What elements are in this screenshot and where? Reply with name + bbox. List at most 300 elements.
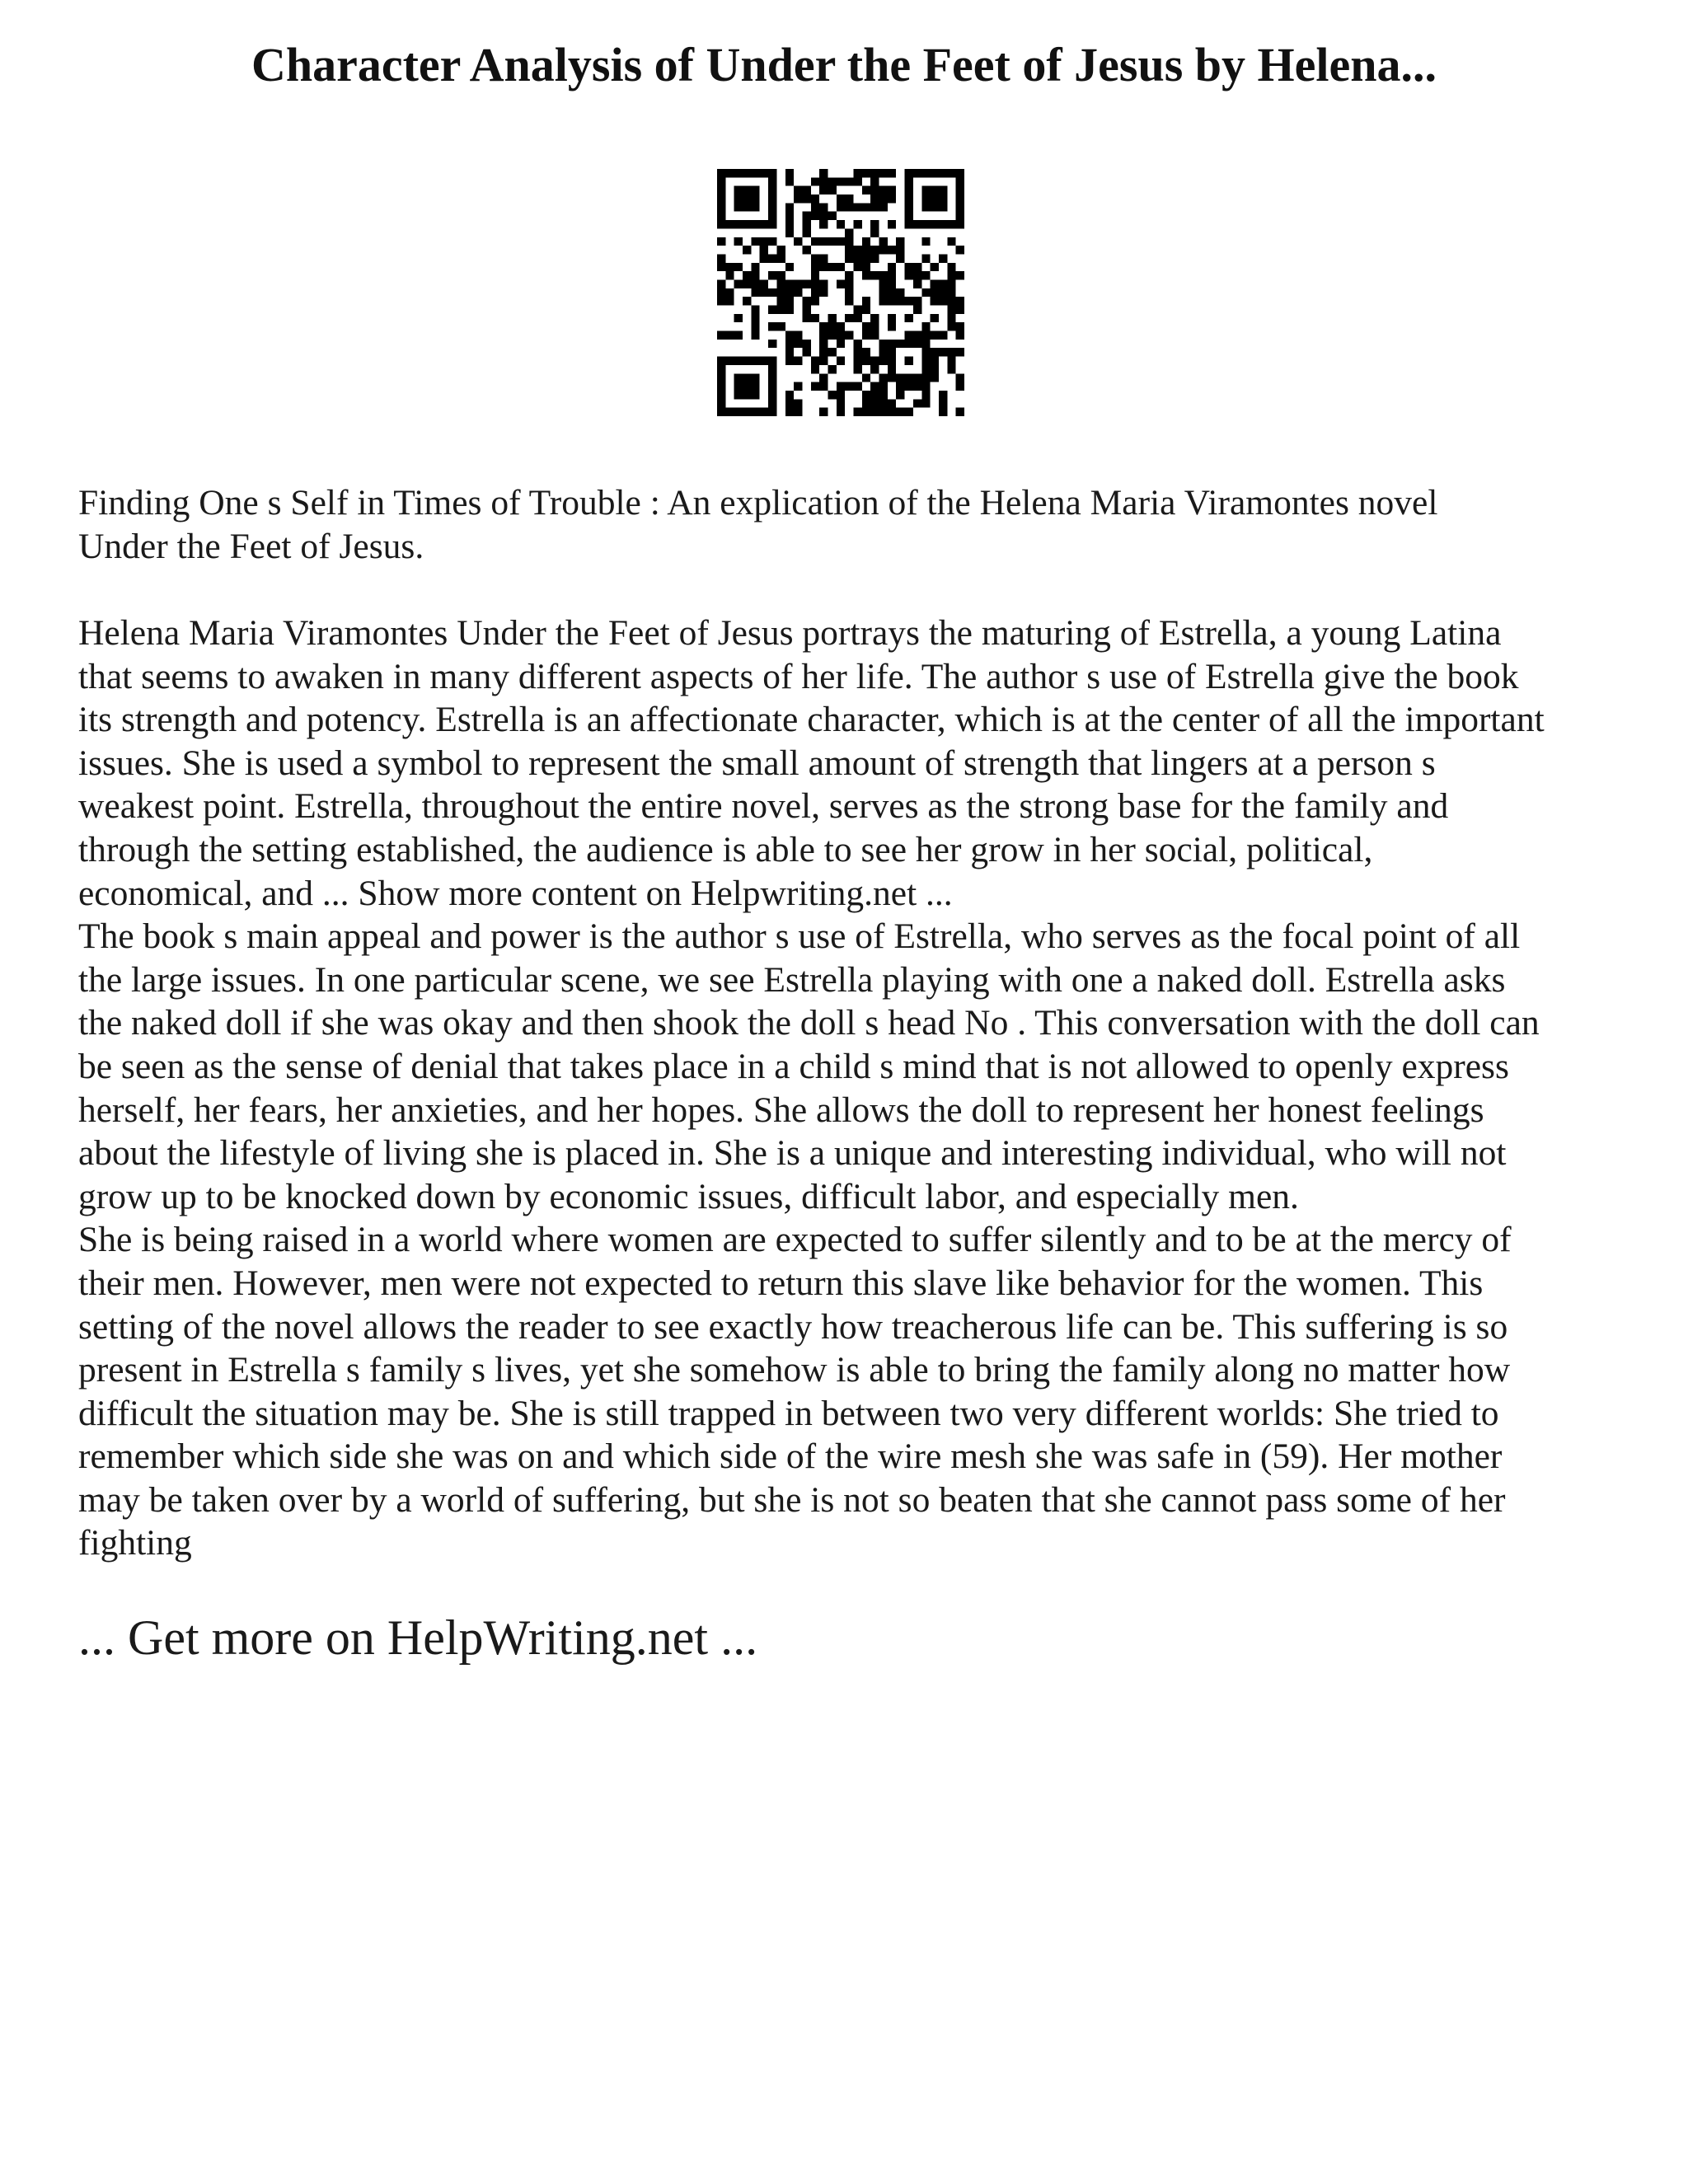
qr-module <box>734 279 743 288</box>
qr-module <box>743 246 751 254</box>
qr-module <box>845 228 853 237</box>
qr-module <box>717 408 725 416</box>
qr-module <box>888 263 896 271</box>
qr-module <box>768 237 776 246</box>
qr-module <box>862 306 870 314</box>
qr-module <box>819 331 828 340</box>
qr-module <box>802 279 810 288</box>
text-line: its strength and potency. Estrella is an affectionate character, which is at the center of all the important <box>78 700 1545 740</box>
qr-module <box>734 194 743 203</box>
qr-module <box>947 306 955 314</box>
qr-module <box>956 212 964 220</box>
qr-module <box>921 288 930 297</box>
qr-module <box>845 314 853 322</box>
qr-module <box>819 212 828 220</box>
qr-module <box>734 408 743 416</box>
qr-module <box>870 271 879 279</box>
qr-module <box>939 297 947 305</box>
qr-module <box>947 322 955 330</box>
qr-module <box>725 357 734 365</box>
qr-module <box>837 322 845 330</box>
qr-module <box>862 186 870 194</box>
qr-module <box>921 340 930 348</box>
qr-module <box>837 263 845 271</box>
qr-module <box>947 348 955 356</box>
qr-module <box>828 212 836 220</box>
qr-module <box>734 220 743 228</box>
qr-module <box>956 297 964 305</box>
qr-module <box>931 348 939 356</box>
qr-module <box>956 220 964 228</box>
qr-module <box>845 254 853 262</box>
qr-module <box>879 288 888 297</box>
qr-module <box>913 169 921 177</box>
qr-module <box>862 254 870 262</box>
qr-module <box>870 357 879 365</box>
qr-module <box>794 340 802 348</box>
qr-module <box>768 271 776 279</box>
qr-module <box>794 194 802 203</box>
qr-module <box>862 263 870 271</box>
qr-module <box>896 408 904 416</box>
qr-module <box>905 357 913 365</box>
qr-module <box>862 399 870 407</box>
qr-module <box>905 177 913 185</box>
qr-module <box>768 373 776 382</box>
qr-module <box>870 382 879 391</box>
qr-module <box>785 212 794 220</box>
text-line: difficult the situation may be. She is still trapped in between two very different worlds: She tried to <box>78 1393 1499 1433</box>
qr-module <box>717 203 725 211</box>
qr-module <box>776 322 785 330</box>
intro-line: Finding One s Self in Times of Trouble : An explication of the Helena Maria Viramontes novel <box>78 483 1438 523</box>
qr-module <box>776 254 785 262</box>
qr-module <box>845 382 853 391</box>
qr-module <box>802 212 810 220</box>
qr-module <box>956 169 964 177</box>
qr-module <box>956 177 964 185</box>
qr-module <box>862 391 870 399</box>
qr-module <box>794 331 802 340</box>
qr-module <box>785 203 794 211</box>
essay-body <box>78 612 1628 1565</box>
qr-module <box>854 382 862 391</box>
qr-module <box>956 348 964 356</box>
qr-module <box>921 382 930 391</box>
qr-module <box>888 246 896 254</box>
qr-module <box>956 186 964 194</box>
qr-module <box>794 288 802 297</box>
qr-module <box>888 314 896 322</box>
qr-module <box>785 391 794 399</box>
qr-module <box>870 254 879 262</box>
qr-module <box>837 382 845 391</box>
qr-module <box>870 322 879 330</box>
qr-module <box>837 220 845 228</box>
qr-module <box>896 373 904 382</box>
qr-module <box>837 408 845 416</box>
qr-module <box>837 331 845 340</box>
qr-code-icon <box>717 169 964 416</box>
qr-module <box>913 331 921 340</box>
qr-module <box>879 340 888 348</box>
qr-module <box>931 169 939 177</box>
qr-module <box>837 391 845 399</box>
qr-module <box>751 382 759 391</box>
qr-module <box>785 220 794 228</box>
qr-module <box>785 169 794 177</box>
qr-module <box>802 306 810 314</box>
qr-module <box>785 177 794 185</box>
qr-module <box>811 365 819 373</box>
qr-module <box>888 348 896 356</box>
qr-module <box>870 194 879 203</box>
qr-module <box>794 237 802 246</box>
qr-module <box>896 391 904 399</box>
text-line: fighting <box>78 1523 192 1563</box>
qr-module <box>862 408 870 416</box>
qr-module <box>811 254 819 262</box>
qr-module <box>734 382 743 391</box>
qr-module <box>768 408 776 416</box>
qr-module <box>811 212 819 220</box>
qr-module <box>870 331 879 340</box>
qr-module <box>931 373 939 382</box>
qr-module <box>828 322 836 330</box>
text-line: be seen as the sense of denial that takes place in a child s mind that is not allowed to openly express <box>78 1046 1509 1086</box>
qr-module <box>734 186 743 194</box>
qr-module <box>947 279 955 288</box>
qr-module <box>956 373 964 382</box>
qr-module <box>768 169 776 177</box>
text-line: remember which side she was on and which side of the wire mesh she was safe in (59). Her mother <box>78 1436 1503 1477</box>
qr-module <box>751 314 759 322</box>
qr-module <box>888 340 896 348</box>
qr-module <box>939 408 947 416</box>
qr-module <box>837 279 845 288</box>
qr-module <box>905 194 913 203</box>
text-line: issues. She is used a symbol to represent the small amount of strength that lingers at a person s <box>78 743 1436 783</box>
qr-module <box>921 357 930 365</box>
qr-module <box>862 357 870 365</box>
get-more-link[interactable]: ... Get more on HelpWriting.net ... <box>78 1610 758 1665</box>
qr-module <box>905 340 913 348</box>
qr-module <box>768 186 776 194</box>
qr-module <box>717 373 725 382</box>
qr-module <box>811 237 819 246</box>
qr-module <box>888 408 896 416</box>
qr-module <box>854 408 862 416</box>
qr-module <box>879 271 888 279</box>
qr-module <box>905 297 913 305</box>
qr-module <box>888 194 896 203</box>
qr-module <box>819 254 828 262</box>
qr-module <box>939 391 947 399</box>
qr-module <box>794 186 802 194</box>
qr-module <box>751 271 759 279</box>
qr-module <box>921 169 930 177</box>
text-line: The book s main appeal and power is the author s use of Estrella, who serves as the focal point of all <box>78 916 1521 957</box>
qr-module <box>837 357 845 365</box>
qr-module <box>921 373 930 382</box>
qr-module <box>734 169 743 177</box>
qr-module <box>751 203 759 211</box>
qr-module <box>717 297 725 305</box>
qr-module <box>802 220 810 228</box>
qr-module <box>870 314 879 322</box>
qr-module <box>956 271 964 279</box>
qr-module <box>947 220 955 228</box>
qr-module <box>854 314 862 322</box>
qr-module <box>896 288 904 297</box>
qr-module <box>870 169 879 177</box>
qr-module <box>905 408 913 416</box>
text-line: grow up to be knocked down by economic issues, difficult labor, and especially men. <box>78 1176 1299 1216</box>
qr-module <box>768 365 776 373</box>
qr-module <box>837 237 845 246</box>
qr-module <box>905 271 913 279</box>
qr-module <box>717 288 725 297</box>
qr-module <box>939 348 947 356</box>
qr-module <box>931 203 939 211</box>
qr-module <box>921 331 930 340</box>
qr-module <box>760 254 768 262</box>
qr-module <box>811 382 819 391</box>
qr-module <box>931 331 939 340</box>
qr-module <box>811 194 819 203</box>
qr-module <box>939 254 947 262</box>
qr-module <box>760 357 768 365</box>
qr-module <box>956 408 964 416</box>
qr-module <box>879 246 888 254</box>
qr-module <box>905 382 913 391</box>
qr-module <box>888 279 896 288</box>
qr-module <box>734 373 743 382</box>
qr-module <box>888 186 896 194</box>
qr-module <box>888 365 896 373</box>
qr-module <box>776 246 785 254</box>
qr-module <box>939 279 947 288</box>
qr-module <box>751 408 759 416</box>
qr-module <box>862 373 870 382</box>
qr-module <box>785 288 794 297</box>
qr-module <box>819 203 828 211</box>
qr-module <box>751 331 759 340</box>
qr-module <box>717 279 725 288</box>
qr-module <box>896 254 904 262</box>
qr-module <box>819 169 828 177</box>
qr-module <box>819 237 828 246</box>
text-line: setting of the novel allows the reader to see exactly how treacherous life can be. This suffering is so <box>78 1306 1508 1347</box>
qr-module <box>760 408 768 416</box>
qr-module <box>888 322 896 330</box>
text-line: their men. However, men were not expected to return this slave like behavior for the women. This <box>78 1263 1484 1303</box>
qr-module <box>828 263 836 271</box>
document-title: Character Analysis of Under the Feet of Jesus by Helena... <box>251 38 1437 91</box>
qr-module <box>956 246 964 254</box>
text-line: may be taken over by a world of suffering, but she is not so beaten that she cannot pass some of her <box>78 1479 1506 1520</box>
qr-module <box>870 228 879 237</box>
qr-module <box>956 322 964 330</box>
qr-module <box>794 408 802 416</box>
qr-module <box>743 391 751 399</box>
qr-module <box>828 391 836 399</box>
qr-module <box>947 263 955 271</box>
qr-module <box>879 279 888 288</box>
qr-module <box>854 246 862 254</box>
qr-module <box>828 331 836 340</box>
qr-module <box>734 237 743 246</box>
qr-module <box>888 373 896 382</box>
qr-module <box>811 357 819 365</box>
qr-module <box>734 391 743 399</box>
qr-module <box>776 271 785 279</box>
qr-module <box>828 348 836 356</box>
paragraph-1 <box>78 612 1628 915</box>
qr-module <box>870 399 879 407</box>
qr-module <box>845 297 853 305</box>
qr-module <box>819 177 828 185</box>
qr-module <box>768 288 776 297</box>
qr-module <box>870 186 879 194</box>
qr-module <box>717 357 725 365</box>
text-line: the naked doll if she was okay and then shook the doll s head No . This conversation with the doll can <box>78 1003 1540 1043</box>
qr-module <box>768 212 776 220</box>
qr-module <box>947 365 955 373</box>
qr-module <box>854 254 862 262</box>
qr-module <box>870 246 879 254</box>
qr-module <box>845 271 853 279</box>
qr-module <box>888 271 896 279</box>
qr-module <box>768 322 776 330</box>
qr-module <box>896 382 904 391</box>
qr-module <box>870 365 879 373</box>
qr-module <box>760 288 768 297</box>
qr-module <box>751 169 759 177</box>
qr-module <box>785 348 794 356</box>
qr-module <box>947 297 955 305</box>
qr-module <box>921 203 930 211</box>
qr-module <box>921 220 930 228</box>
qr-module <box>802 228 810 237</box>
qr-module <box>725 288 734 297</box>
qr-module <box>751 279 759 288</box>
qr-module <box>785 279 794 288</box>
qr-module <box>819 408 828 416</box>
qr-module <box>802 314 810 322</box>
qr-module <box>879 408 888 416</box>
qr-module <box>725 169 734 177</box>
qr-module <box>768 220 776 228</box>
qr-module <box>854 203 862 211</box>
qr-module <box>913 220 921 228</box>
qr-module <box>870 408 879 416</box>
qr-module <box>905 373 913 382</box>
qr-module <box>819 382 828 391</box>
qr-module <box>717 391 725 399</box>
qr-module <box>837 177 845 185</box>
qr-module <box>717 220 725 228</box>
qr-module <box>768 340 776 348</box>
qr-module <box>870 391 879 399</box>
qr-module <box>819 373 828 382</box>
qr-module <box>751 357 759 365</box>
qr-module <box>854 177 862 185</box>
qr-module <box>828 186 836 194</box>
qr-module <box>819 279 828 288</box>
qr-module <box>896 246 904 254</box>
qr-module <box>725 263 734 271</box>
qr-module <box>921 186 930 194</box>
qr-module <box>913 399 921 407</box>
qr-module <box>734 203 743 211</box>
qr-module <box>862 348 870 356</box>
qr-module <box>905 203 913 211</box>
qr-module <box>802 194 810 203</box>
qr-module <box>931 263 939 271</box>
qr-module <box>862 246 870 254</box>
qr-module <box>794 279 802 288</box>
qr-module <box>905 331 913 340</box>
qr-module <box>879 399 888 407</box>
qr-module <box>862 322 870 330</box>
qr-module <box>760 220 768 228</box>
qr-module <box>819 348 828 356</box>
qr-module <box>768 177 776 185</box>
qr-module <box>837 340 845 348</box>
qr-module <box>845 194 853 203</box>
qr-module <box>768 357 776 365</box>
qr-module <box>896 340 904 348</box>
qr-module <box>811 288 819 297</box>
intro-heading <box>78 481 1628 568</box>
qr-module <box>947 169 955 177</box>
qr-module <box>811 177 819 185</box>
qr-module <box>956 194 964 203</box>
qr-module <box>870 220 879 228</box>
text-line: present in Estrella s family s lives, yet she somehow is able to bring the family along no matter how <box>78 1350 1511 1390</box>
qr-module <box>751 237 759 246</box>
qr-module <box>931 365 939 373</box>
qr-module <box>837 194 845 203</box>
qr-module <box>879 237 888 246</box>
qr-module <box>819 340 828 348</box>
qr-module <box>921 322 930 330</box>
qr-module <box>717 212 725 220</box>
text-line: economical, and ... Show more content on Helpwriting.net ... <box>78 873 953 913</box>
text-line: the large issues. In one particular scene, we see Estrella playing with one a naked doll. Estrella asks <box>78 959 1506 1000</box>
qr-module <box>828 177 836 185</box>
qr-module <box>794 399 802 407</box>
qr-module <box>768 203 776 211</box>
qr-module <box>879 186 888 194</box>
qr-module <box>854 340 862 348</box>
qr-module <box>717 237 725 246</box>
qr-module <box>921 271 930 279</box>
qr-module <box>913 279 921 288</box>
qr-module <box>854 169 862 177</box>
qr-module <box>717 399 725 407</box>
qr-module <box>717 169 725 177</box>
qr-module <box>760 279 768 288</box>
qr-module <box>785 228 794 237</box>
qr-module <box>870 177 879 185</box>
qr-module <box>931 186 939 194</box>
qr-module <box>939 169 947 177</box>
qr-module <box>725 408 734 416</box>
qr-module <box>819 288 828 297</box>
qr-module <box>947 271 955 279</box>
